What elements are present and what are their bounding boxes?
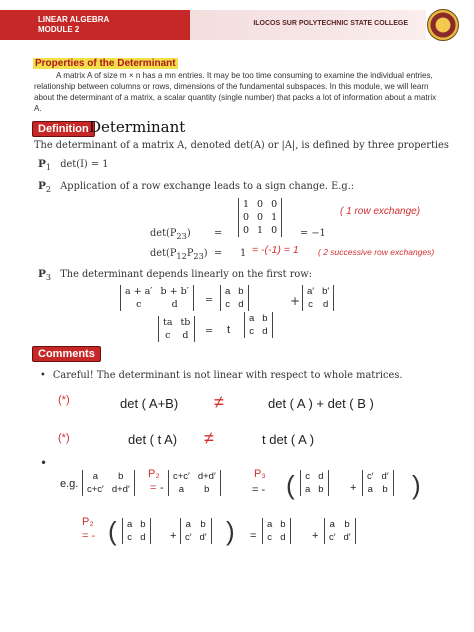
- matrix-cell: a′: [307, 286, 315, 297]
- intro-paragraph: A matrix A of size m × n has a mn entries. It may be too time consuming to examine the individual entries, relationship between columns or rows, dimensions of the fundamental subspaces. In this module, we will learn about the determinant of a matrix, a scalar quantity (single number) that packs a lot of information about a matrix A.: [34, 71, 437, 113]
- matrix-cell: a: [185, 519, 191, 530]
- p3-matrix-sum: [120, 285, 194, 311]
- matrix-cell: tb: [180, 317, 191, 328]
- matrix-cell: c′: [329, 532, 336, 543]
- definition-title: Determinant: [89, 118, 186, 136]
- matrix-cell: c: [308, 299, 313, 310]
- p2-eq1-lhs-sub: 23: [176, 230, 187, 241]
- note1-lhs: det ( A+B): [120, 396, 179, 411]
- p3-label: P: [38, 268, 46, 280]
- note2-rhs: t det ( A ): [262, 432, 315, 447]
- header-college-banner: [190, 10, 426, 40]
- matrix-cell: b + b′: [160, 286, 189, 297]
- eg-p2b-label: P₂: [82, 516, 94, 528]
- matrix-cell: c: [225, 299, 231, 310]
- property-3: [38, 268, 312, 282]
- eg-label: e.g.: [60, 478, 79, 490]
- p2-eq2-sub2: 23: [193, 250, 204, 261]
- matrix-cell: b: [344, 519, 350, 530]
- matrix-cell: b: [262, 313, 268, 324]
- p3-text: The determinant depends linearly on the first row:: [60, 269, 312, 280]
- p3-sub: 3: [45, 271, 52, 282]
- p2-eq1-result: = −1: [300, 228, 326, 239]
- eg-close-paren-1: ): [412, 470, 421, 500]
- module-label: MODULE 2: [38, 25, 80, 34]
- p2-eq2-lhs-text: det(P: [150, 248, 177, 259]
- p1-sub: 1: [45, 161, 52, 172]
- eg-close-paren-2: ): [226, 516, 235, 546]
- matrix-cell: a: [367, 484, 373, 495]
- p2-eq2-handwritten: = -(-1) = 1: [252, 244, 299, 256]
- eg-open-paren-2: (: [108, 516, 117, 546]
- matrix-cell: a: [178, 484, 185, 495]
- matrix-cell: c: [127, 532, 133, 543]
- matrix-cell: 0: [271, 199, 278, 210]
- p1-text: det(I) = 1: [60, 159, 109, 170]
- matrix-cell: 0: [243, 225, 250, 236]
- p3-scalar-t: t: [227, 324, 231, 336]
- p2-eq1-note: ( 1 row exchange): [340, 206, 421, 217]
- p2-eq2-equals: =: [214, 248, 223, 259]
- matrix-cell: d′: [381, 471, 389, 482]
- matrix-cell: a: [305, 484, 311, 495]
- p2-eq1-equals: =: [214, 228, 223, 239]
- matrix-cell: b: [200, 519, 206, 530]
- matrix-cell: c′: [367, 471, 374, 482]
- p2-eq2-close: ): [203, 248, 208, 259]
- matrix-cell: c: [267, 532, 273, 543]
- matrix-cell: 0: [271, 225, 278, 236]
- comment-bullet-2: •: [40, 456, 48, 470]
- eg-equals-1: =: [150, 482, 157, 494]
- eg-p3-label: P₃: [254, 468, 266, 480]
- eg-equals-2: = -: [252, 484, 266, 496]
- p3-equals-2: =: [205, 326, 214, 337]
- p2-eq2-value: 1: [240, 248, 247, 259]
- p3-matrix-ab-2: [244, 312, 273, 338]
- property-1: [38, 158, 108, 172]
- comment-bullet-1: [40, 370, 402, 381]
- eg-matrix-1: [82, 470, 135, 496]
- eg-matrix-5: [122, 518, 151, 544]
- p3-equals-1: =: [205, 295, 214, 306]
- matrix-cell: 1: [257, 225, 264, 236]
- matrix-cell: d: [140, 532, 146, 543]
- college-seal-icon: [427, 9, 459, 41]
- matrix-cell: d′: [199, 532, 207, 543]
- eg-matrix-7: [262, 518, 291, 544]
- property-2: [38, 180, 354, 194]
- eg-minus-1: -: [160, 482, 164, 494]
- note1-rhs: det ( A ) + det ( B ): [268, 396, 374, 411]
- eg-equals-3: = -: [82, 530, 96, 542]
- p3-matrix-scaled: [158, 316, 195, 342]
- section-heading: Properties of the Determinant: [35, 58, 176, 69]
- matrix-cell: a + a′: [125, 286, 153, 297]
- p3-plus: +: [290, 294, 301, 308]
- matrix-cell: d: [238, 299, 244, 310]
- eg-plus-3: +: [312, 530, 319, 542]
- p2-eq2-mid: P: [186, 248, 194, 259]
- p2-text: Application of a row exchange leads to a sign change. E.g.:: [60, 181, 355, 192]
- header-module-banner: [0, 10, 190, 40]
- permutation-matrix-p23: [238, 198, 282, 237]
- matrix-cell: b: [204, 484, 210, 495]
- p2-eq2-note: ( 2 successive row exchanges): [318, 247, 435, 257]
- matrix-cell: 0: [257, 212, 264, 223]
- matrix-cell: d+d′: [197, 471, 216, 482]
- eg-matrix-6: [180, 518, 212, 544]
- eg-open-paren-1: (: [286, 470, 295, 500]
- course-title: LINEAR ALGEBRA: [38, 15, 110, 24]
- p2-eq1-lhs: [150, 228, 191, 241]
- matrix-cell: b: [382, 484, 388, 495]
- matrix-cell: c: [136, 299, 142, 310]
- matrix-cell: a: [92, 471, 99, 482]
- eg-matrix-4: [362, 470, 394, 496]
- college-name: ILOCOS SUR POLYTECHNIC STATE COLLEGE: [253, 20, 408, 27]
- matrix-cell: d: [322, 299, 329, 310]
- p2-eq2-lhs: [150, 248, 208, 261]
- bullet-dot: •: [40, 370, 46, 381]
- matrix-cell: a: [267, 519, 273, 530]
- matrix-cell: b: [140, 519, 146, 530]
- matrix-cell: c′: [185, 532, 192, 543]
- matrix-cell: c: [305, 471, 311, 482]
- matrix-cell: a: [329, 519, 335, 530]
- matrix-cell: b: [238, 286, 244, 297]
- matrix-cell: 1: [243, 199, 250, 210]
- p1-label: P: [38, 158, 46, 170]
- matrix-cell: d: [171, 299, 178, 310]
- matrix-cell: ta: [163, 317, 173, 328]
- matrix-cell: 0: [257, 199, 264, 210]
- p3-matrix-primed: [302, 285, 334, 311]
- matrix-cell: 0: [243, 212, 250, 223]
- eg-matrix-8: [324, 518, 356, 544]
- p2-eq1-close: ): [186, 228, 191, 239]
- definition-badge: Definition: [32, 121, 95, 137]
- matrix-cell: b: [118, 471, 124, 482]
- eg-matrix-2: [168, 470, 221, 496]
- p2-sub: 2: [45, 183, 52, 194]
- matrix-cell: d: [318, 471, 324, 482]
- note2-not-equal: ≠: [204, 428, 214, 448]
- note1-not-equal: ≠: [214, 392, 224, 412]
- matrix-cell: d: [262, 326, 268, 337]
- matrix-cell: d: [182, 330, 189, 341]
- matrix-cell: b: [280, 519, 286, 530]
- eg-matrix-3: [300, 470, 329, 496]
- p2-eq2-sub1: 12: [176, 250, 187, 261]
- matrix-cell: d′: [343, 532, 351, 543]
- note2-mark: (*): [58, 432, 70, 444]
- matrix-cell: a: [127, 519, 133, 530]
- p3-matrix-ab: [220, 285, 249, 311]
- matrix-cell: d+d′: [111, 484, 130, 495]
- matrix-cell: d: [280, 532, 286, 543]
- matrix-cell: c: [249, 326, 255, 337]
- note1-mark: (*): [58, 394, 70, 406]
- note2-lhs: det ( t A): [128, 432, 178, 447]
- matrix-cell: c+c′: [173, 471, 190, 482]
- matrix-cell: c: [165, 330, 171, 341]
- matrix-cell: b′: [322, 286, 330, 297]
- comments-badge: Comments: [32, 346, 101, 362]
- matrix-cell: a: [249, 313, 255, 324]
- eg-plus-2: +: [170, 530, 177, 542]
- matrix-cell: 1: [271, 212, 278, 223]
- matrix-cell: a: [225, 286, 231, 297]
- p2-eq1-lhs-text: det(P: [150, 228, 177, 239]
- matrix-cell: b: [318, 484, 324, 495]
- comment-text-1: Careful! The determinant is not linear with respect to whole matrices.: [52, 370, 403, 381]
- p2-label: P: [38, 180, 46, 192]
- eg-p2-label: P₂: [148, 468, 160, 480]
- eg-plus-1: +: [350, 482, 357, 494]
- definition-statement: The determinant of a matrix A, denoted det(A) or |A|, is defined by three properties: [34, 140, 449, 151]
- eg-equals-4: =: [250, 530, 257, 542]
- matrix-cell: c+c′: [87, 484, 104, 495]
